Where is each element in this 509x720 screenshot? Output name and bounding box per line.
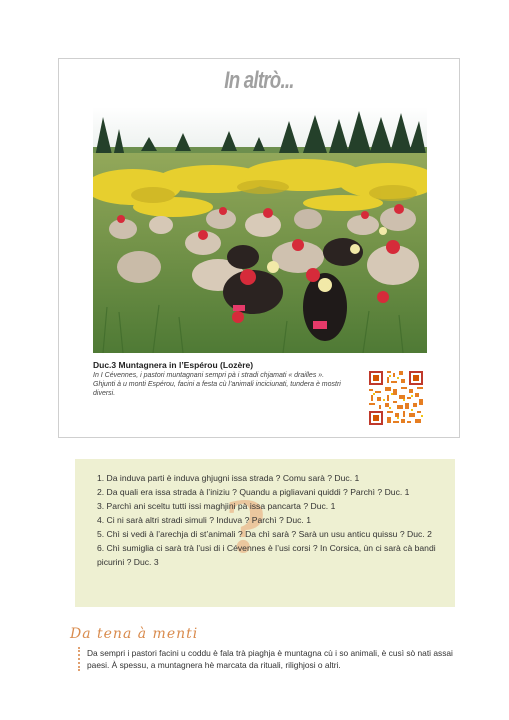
questions-box bbox=[75, 459, 455, 607]
illustration-box bbox=[58, 58, 460, 438]
question-mark-decoration: ? bbox=[225, 486, 267, 569]
question-item: 1. Da induva parti è induva ghjugni issa strada ? Comu sarà ? Duc. 1 bbox=[97, 473, 360, 483]
photo-illustration bbox=[93, 107, 427, 353]
qr-code[interactable] bbox=[367, 369, 425, 427]
caption-text: In I Cévennes, i pastori muntagnani sempri pà i stradi chjamati « drailles ». Ghjunti à u monti Espérou, facini a festa cù l’animali inciciunati, tundera è mostri diversi. bbox=[93, 372, 341, 397]
question-item: 6. Chì sumiglia ci sarà trà l’usi di i Cévennes è l’usi corsi ? In Corsica, ùn ci sarà cà bandi picurini ? Duc. 3 bbox=[97, 543, 436, 567]
sheep-photo bbox=[93, 107, 427, 353]
remember-heading: Da tena à menti bbox=[70, 626, 199, 642]
photo-caption bbox=[93, 360, 343, 398]
question-item: 4. Ci ni sarà altri stradi simuli ? Induva ? Parchì ? Duc. 1 bbox=[97, 515, 311, 525]
qr-code-image bbox=[367, 369, 425, 427]
box-title: In altrò... bbox=[224, 67, 294, 94]
question-item: 5. Chì si vedi à l’arechja di st’animali ? Da chì sarà ? Sarà un usu anticu quissu ? Duc. 2 bbox=[97, 529, 432, 539]
question-item: 3. Parchì ani sceltu tutti issi maghjini pà issa pancarta ? Duc. 1 bbox=[97, 501, 336, 511]
question-item: 2. Da quali era issa strada à l’iniziu ? Quandu a pigliavani quiddi ? Parchì ? Duc. 1 bbox=[97, 487, 410, 497]
caption-title: Duc.3 Muntagnera in l’Espérou (Lozère) bbox=[93, 360, 254, 370]
remember-paragraph: Da sempri i pastori facini u coddu è fala trà piaghja è muntagna cù i so animali, è cusì sò nati assai paesi. À spessu, a muntagnera hè marcata da rituali, rilighjosi o altri. bbox=[78, 647, 457, 671]
